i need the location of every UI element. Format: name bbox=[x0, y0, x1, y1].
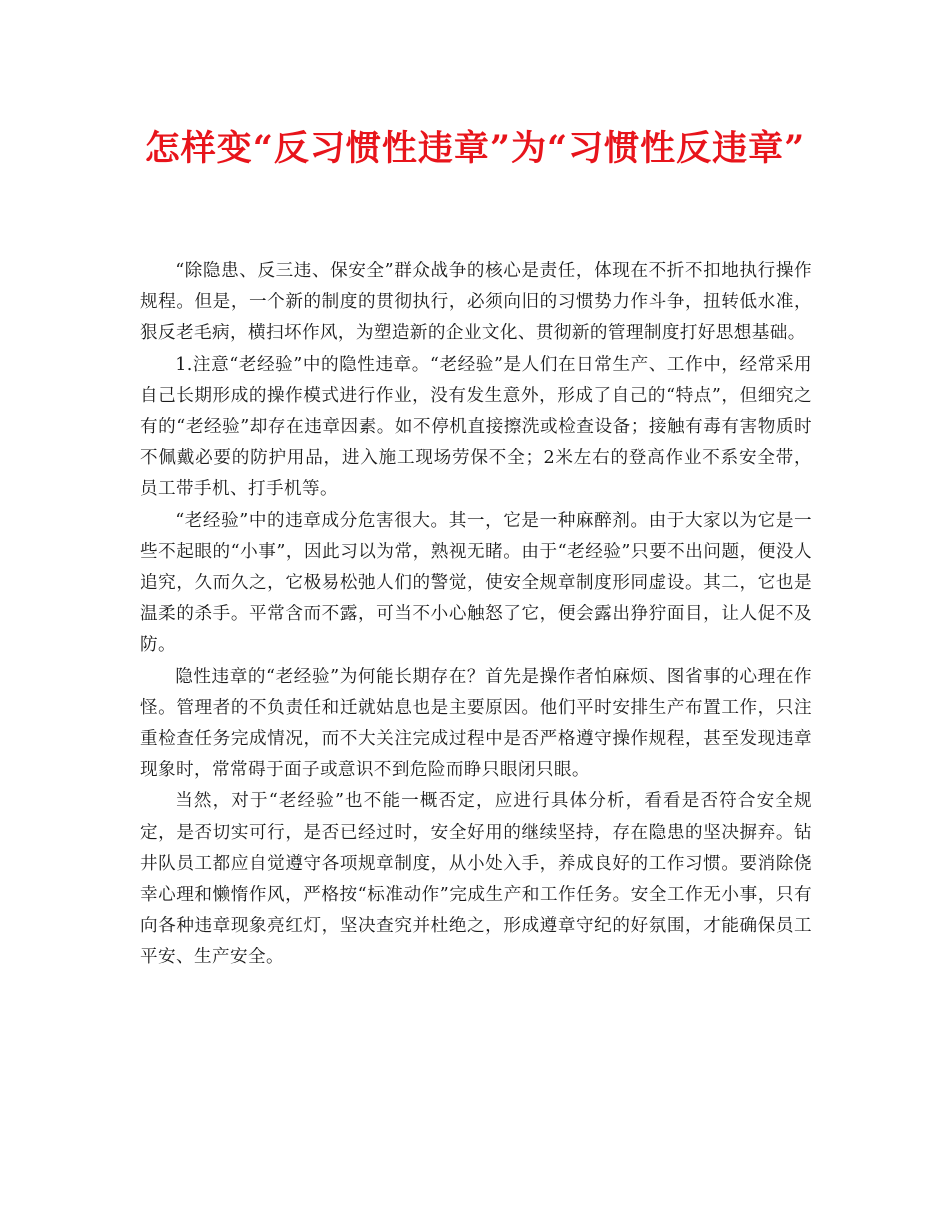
paragraph-intro: “除隐患、反三违、保安全”群众战争的核心是责任，体现在不折不扣地执行操作规程。但是，一个新的制度的贯彻执行，必须向旧的习惯势力作斗争，扭转低水准，狠反老毛病，横扫坏作风，为塑造新的企业文化、贯彻新的管理制度打好思想基础。 bbox=[140, 261, 812, 344]
document-title: 怎样变“反习惯性违章”为“习惯性反违章” bbox=[144, 128, 806, 169]
paragraph-causes: 隐性违章的“老经验”为何能长期存在？首先是操作者怕麻烦、图省事的心理在作怪。管理者的不负责任和迁就姑息也是主要原因。他们平时安排生产布置工作，只注重检查任务完成情况，而不大关注完成过程中是否严格遵守操作规程，甚至发现违章现象时，常常碍于面子或意识不到危险而睁只眼闭只眼。 bbox=[140, 666, 812, 781]
paragraph-harm: “老经验”中的违章成分危害很大。其一，它是一种麻醉剂。由于大家以为它是一些不起眼的“小事”，因此习以为常，熟视无睹。由于“老经验”只要不出问题，便没人追究，久而久之，它极易松弛人们的警觉，使安全规章制度形同虚设。其二，它也是温柔的杀手。平常含而不露，可当不小心触怒了它，便会露出狰狞面目，让人促不及防。 bbox=[140, 510, 812, 656]
paragraph-conclusion: 当然，对于“老经验”也不能一概否定，应进行具体分析，看看是否符合安全规定，是否切实可行，是否已经过时，安全好用的继续坚持，存在隐患的坚决摒弃。钻井队员工都应自觉遵守各项规章制度，从小处入手，养成良好的工作习惯。要消除侥幸心理和懒惰作风，严格按“标准动作”完成生产和工作任务。安全工作无小事，只有向各种违章现象亮红灯，坚决查究并杜绝之，形成遵章守纪的好氛围，才能确保员工平安、生产安全。 bbox=[140, 791, 812, 968]
document-body bbox=[140, 256, 812, 974]
paragraph-old-experience: 1.注意“老经验”中的隐性违章。“老经验”是人们在日常生产、工作中，经常采用自己长期形成的操作模式进行作业，没有发生意外，形成了自己的“特点”，但细究之有的“老经验”却存在违章因素。如不停机直接擦洗或检查设备；接触有毒有害物质时不佩戴必要的防护用品，进入施工现场劳保不全；2米左右的登高作业不系安全带，员工带手机、打手机等。 bbox=[140, 354, 812, 500]
